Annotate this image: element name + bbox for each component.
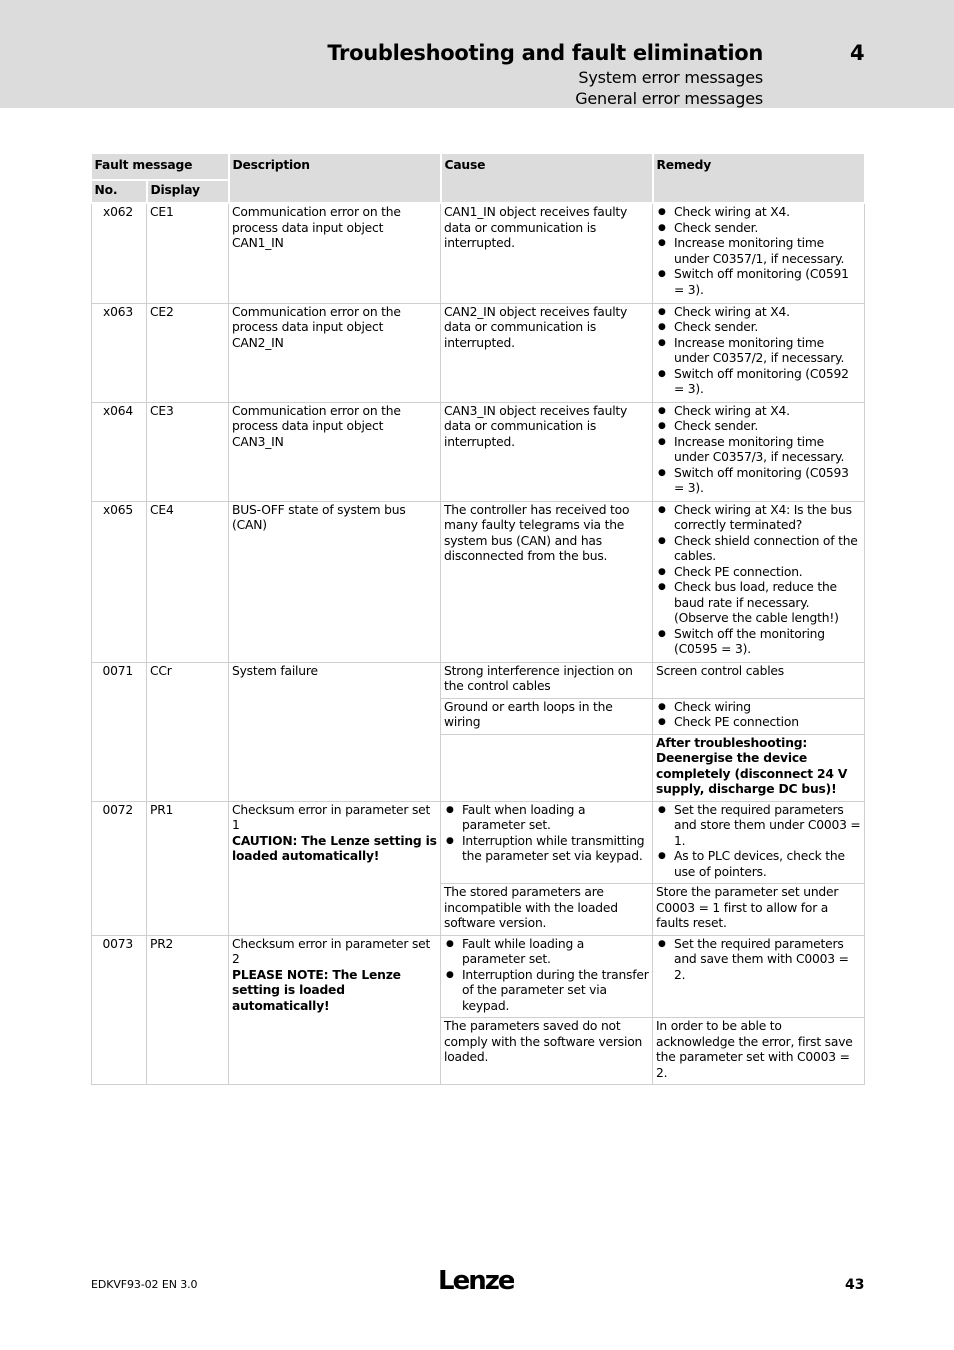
description-caution: CAUTION: The Lenze setting is loaded automatically! (232, 833, 437, 863)
fault-cause: CAN2_IN object receives faulty data or communication is interrupted. (441, 303, 653, 402)
page-number: 43 (845, 1277, 865, 1293)
fault-cause: CAN3_IN object receives faulty data or communication is interrupted. (441, 402, 653, 501)
fault-remedy-warning: After troubleshooting: Deenergise the device completely (disconnect 24 V supply, discharge DC bus)! (653, 734, 865, 801)
fault-no: x062 (92, 203, 147, 303)
table-row (92, 501, 865, 662)
remedy-item: ● As to PLC devices, check the use of pointers. (656, 849, 861, 880)
fault-no: x064 (92, 402, 147, 501)
remedy-item: ● Increase monitoring time under C0357/1, if necessary. (656, 236, 861, 267)
fault-remedy: Screen control cables (653, 662, 865, 698)
header-no: No. (92, 180, 147, 203)
remedy-item: ● Set the required parameters and save them with C0003 = 2. (656, 937, 861, 984)
remedy-item: ● Check PE connection. (656, 565, 861, 581)
header-cause: Cause (441, 154, 653, 203)
remedy-item: ● Increase monitoring time under C0357/2, if necessary. (656, 336, 861, 367)
description-text: Checksum error in parameter set 1 (232, 802, 431, 832)
remedy-item: ● Increase monitoring time under C0357/3, if necessary. (656, 435, 861, 466)
fault-description: BUS-OFF state of system bus (CAN) (229, 501, 441, 662)
fault-description: Communication error on the process data input object CAN1_IN (229, 203, 441, 303)
fault-remedy (653, 801, 865, 884)
fault-description: System failure (229, 662, 441, 801)
fault-display: CE2 (147, 303, 229, 402)
fault-cause (441, 801, 653, 884)
table-row (92, 303, 865, 402)
header-description: Description (229, 154, 441, 203)
fault-no: x065 (92, 501, 147, 662)
fault-display: CE1 (147, 203, 229, 303)
table-header-row (92, 154, 865, 180)
remedy-item: ● Check sender. (656, 320, 861, 336)
table-row (92, 203, 865, 303)
lenze-logo-text: Lenze (438, 1266, 514, 1294)
table-row (92, 662, 865, 698)
remedy-item: ● Switch off the monitoring (C0595 = 3). (656, 627, 861, 658)
header-display: Display (147, 180, 229, 203)
section-subtitle: System error messages (578, 68, 763, 87)
fault-description: Communication error on the process data input object CAN3_IN (229, 402, 441, 501)
fault-remedy: In order to be able to acknowledge the error, first save the parameter set with C0003 = 2. (653, 1018, 865, 1085)
fault-table (91, 154, 866, 1085)
fault-no: x063 (92, 303, 147, 402)
lenze-logo (438, 1264, 514, 1294)
fault-remedy (653, 402, 865, 501)
chapter-number: 4 (850, 41, 865, 65)
remedy-item: ● Check wiring at X4. (656, 205, 861, 221)
remedy-item: ● Switch off monitoring (C0592 = 3). (656, 367, 861, 398)
fault-remedy (653, 303, 865, 402)
fault-remedy (653, 698, 865, 734)
header-fault-message: Fault message (92, 154, 229, 180)
fault-no: 0073 (92, 935, 147, 1085)
remedy-item: ● Switch off monitoring (C0591 = 3). (656, 267, 861, 298)
table-row (92, 935, 865, 1018)
remedy-item: ● Check sender. (656, 221, 861, 237)
table-row (92, 801, 865, 884)
remedy-item: ● Check bus load, reduce the baud rate if necessary. (Observe the cable length!) (656, 580, 861, 627)
fault-cause: The parameters saved do not comply with the software version loaded. (441, 1018, 653, 1085)
fault-display: PR2 (147, 935, 229, 1085)
fault-cause: Strong interference injection on the control cables (441, 662, 653, 698)
fault-no: 0072 (92, 801, 147, 935)
remedy-item: ● Switch off monitoring (C0593 = 3). (656, 466, 861, 497)
fault-remedy (653, 501, 865, 662)
cause-item: ● Interruption during the transfer of the parameter set via keypad. (444, 968, 649, 1015)
fault-cause-empty (441, 734, 653, 801)
remedy-item: ● Check shield connection of the cables. (656, 534, 861, 565)
page-title: Troubleshooting and fault elimination (327, 41, 763, 65)
fault-display: PR1 (147, 801, 229, 935)
remedy-item: ● Check wiring at X4: Is the bus correctly terminated? (656, 503, 861, 534)
document-id: EDKVF93-02 EN 3.0 (91, 1278, 198, 1291)
fault-description: Communication error on the process data input object CAN2_IN (229, 303, 441, 402)
header-remedy: Remedy (653, 154, 865, 203)
fault-cause: The stored parameters are incompatible with the loaded software version. (441, 884, 653, 936)
description-text: Checksum error in parameter set 2 (232, 936, 431, 966)
remedy-item: ● Check PE connection (656, 715, 861, 731)
fault-display: CE4 (147, 501, 229, 662)
remedy-item: ● Check wiring at X4. (656, 404, 861, 420)
table-row (92, 402, 865, 501)
cause-item: ● Fault while loading a parameter set. (444, 937, 649, 968)
fault-display: CCr (147, 662, 229, 801)
remedy-item: ● Check sender. (656, 419, 861, 435)
description-note: PLEASE NOTE: The Lenze setting is loaded automatically! (232, 967, 401, 1013)
remedy-item: ● Check wiring (656, 700, 861, 716)
fault-description (229, 935, 441, 1085)
fault-display: CE3 (147, 402, 229, 501)
subsection-subtitle: General error messages (575, 89, 763, 108)
fault-cause: The controller has received too many faulty telegrams via the system bus (CAN) and has disconnected from the bus. (441, 501, 653, 662)
remedy-item: ● Check wiring at X4. (656, 305, 861, 321)
fault-cause: Ground or earth loops in the wiring (441, 698, 653, 734)
fault-remedy (653, 203, 865, 303)
fault-cause (441, 935, 653, 1018)
fault-remedy: Store the parameter set under C0003 = 1 first to allow for a faults reset. (653, 884, 865, 936)
fault-no: 0071 (92, 662, 147, 801)
fault-remedy (653, 935, 865, 1018)
cause-item: ● Fault when loading a parameter set. (444, 803, 649, 834)
fault-description (229, 801, 441, 935)
fault-cause: CAN1_IN object receives faulty data or communication is interrupted. (441, 203, 653, 303)
cause-item: ● Interruption while transmitting the parameter set via keypad. (444, 834, 649, 865)
remedy-item: ● Set the required parameters and store them under C0003 = 1. (656, 803, 861, 850)
